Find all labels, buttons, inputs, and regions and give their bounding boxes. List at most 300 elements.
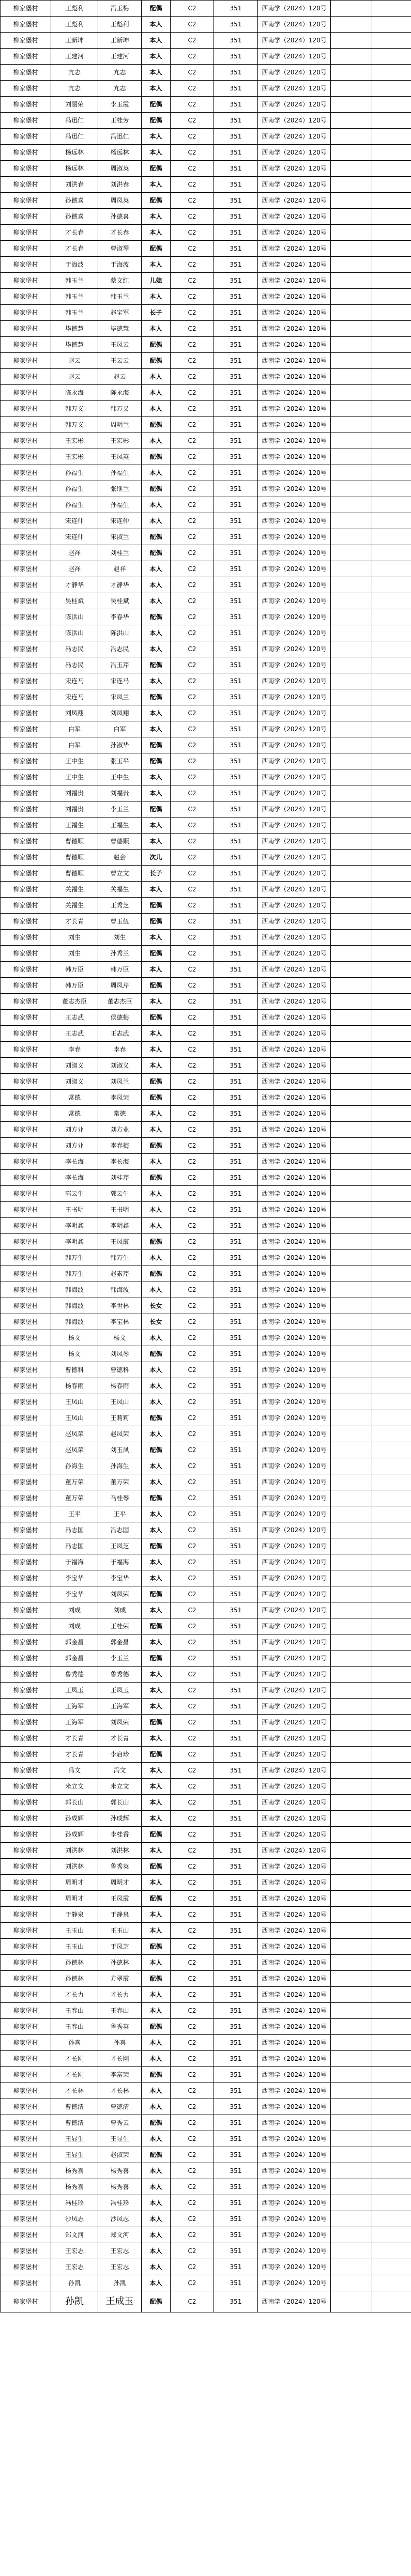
table-cell: 本人 <box>142 769 171 785</box>
table-cell: C2 <box>171 689 214 705</box>
table-cell: 351 <box>214 1090 258 1106</box>
table-cell: 孙福生 <box>98 497 142 513</box>
table-cell: 张继兰 <box>98 481 142 497</box>
table-cell: 柳家堡村 <box>1 1506 51 1522</box>
table-cell: 韩万生 <box>51 1250 98 1266</box>
table-cell: 王成玉 <box>98 2291 142 2312</box>
table-cell: 王中生 <box>51 769 98 785</box>
table-cell: 刘凤荣 <box>98 1586 142 1602</box>
table-cell <box>331 2067 372 2083</box>
table-cell: 本人 <box>142 1811 171 1827</box>
table-cell: 柳家堡村 <box>1 2179 51 2195</box>
table-cell: 曹玉伍 <box>98 914 142 930</box>
table-cell: 351 <box>214 1490 258 1506</box>
table-cell: 本人 <box>142 1378 171 1394</box>
table-cell: 配偶 <box>142 2067 171 2083</box>
table-cell <box>331 1843 372 1859</box>
table-cell: 鲁秀德 <box>98 1667 142 1683</box>
table-row <box>1 930 411 946</box>
table-cell <box>331 433 372 449</box>
table-row <box>1 2179 411 2195</box>
table-cell: 351 <box>214 1987 258 2003</box>
table-cell: 配偶 <box>142 1939 171 1955</box>
table-cell: 351 <box>214 1346 258 1362</box>
table-cell: C2 <box>171 1 214 17</box>
table-cell: 配偶 <box>142 1538 171 1554</box>
table-cell: 本人 <box>142 2163 171 2179</box>
table-cell <box>372 1042 411 1058</box>
table-cell: 沙凤志 <box>51 2211 98 2227</box>
table-row <box>1 113 411 129</box>
table-cell: C2 <box>171 529 214 545</box>
table-row <box>1 850 411 866</box>
table-cell <box>331 321 372 337</box>
table-cell: 本人 <box>142 289 171 305</box>
table-cell <box>331 1282 372 1298</box>
table-cell <box>331 1699 372 1715</box>
table-cell: 柳家堡村 <box>1 273 51 289</box>
table-cell: 西南学（2024）120号 <box>258 2291 331 2312</box>
table-cell: 西南学（2024）120号 <box>258 946 331 962</box>
table-cell: 351 <box>214 257 258 273</box>
table-cell: C2 <box>171 1234 214 1250</box>
table-cell: 柳家堡村 <box>1 609 51 625</box>
table-cell: 刘洪林 <box>51 1859 98 1875</box>
table-cell: C2 <box>171 257 214 273</box>
table-cell <box>372 1651 411 1667</box>
table-cell: 351 <box>214 721 258 737</box>
table-cell: 冯文 <box>98 1763 142 1779</box>
table-cell: C2 <box>171 449 214 465</box>
table-cell: 杨秀喜 <box>51 2179 98 2195</box>
table-row <box>1 673 411 689</box>
table-cell <box>372 2163 411 2179</box>
table-cell: 柳家堡村 <box>1 577 51 593</box>
table-cell: 王志武 <box>98 1026 142 1042</box>
table-cell: 柳家堡村 <box>1 1779 51 1795</box>
table-cell: 本人 <box>142 1795 171 1811</box>
table-cell: 赵祥 <box>51 561 98 577</box>
table-cell <box>331 161 372 177</box>
table-cell: 王春山 <box>98 2003 142 2019</box>
table-cell: 西南学（2024）120号 <box>258 161 331 177</box>
table-cell: 柳家堡村 <box>1 2275 51 2291</box>
table-cell: 本人 <box>142 2259 171 2275</box>
table-cell: 351 <box>214 1042 258 1058</box>
table-cell: 刘玉凤 <box>98 1442 142 1458</box>
table-cell: 柳家堡村 <box>1 161 51 177</box>
table-cell: 柳家堡村 <box>1 1442 51 1458</box>
table-cell <box>372 1442 411 1458</box>
table-cell <box>331 1683 372 1699</box>
table-cell: 李凤荣 <box>98 1090 142 1106</box>
table-cell: 351 <box>214 2227 258 2243</box>
table-cell: 赵祥 <box>98 561 142 577</box>
table-cell: 孙福生 <box>51 481 98 497</box>
table-cell: 柳家堡村 <box>1 882 51 898</box>
table-cell: 才长林 <box>51 2083 98 2099</box>
table-cell <box>372 257 411 273</box>
table-cell: 351 <box>214 1538 258 1554</box>
table-cell: 西南学（2024）120号 <box>258 1058 331 1074</box>
table-cell: C2 <box>171 497 214 513</box>
table-cell: 西南学（2024）120号 <box>258 353 331 369</box>
table-cell: 陈洪山 <box>98 625 142 641</box>
table-row <box>1 625 411 641</box>
table-cell <box>372 1106 411 1122</box>
table-cell: 柳家堡村 <box>1 2051 51 2067</box>
table-cell: 于福海 <box>98 1554 142 1570</box>
table-cell: 西南学（2024）120号 <box>258 657 331 673</box>
table-cell: 西南学（2024）120号 <box>258 241 331 257</box>
table-cell: 西南学（2024）120号 <box>258 1202 331 1218</box>
table-cell <box>372 305 411 321</box>
table-cell <box>331 1378 372 1394</box>
table-row <box>1 1971 411 1987</box>
table-cell: 配偶 <box>142 753 171 769</box>
table-cell: C2 <box>171 1586 214 1602</box>
table-cell: 柳家堡村 <box>1 1106 51 1122</box>
table-row <box>1 1202 411 1218</box>
table-cell: 柳家堡村 <box>1 2115 51 2131</box>
table-row <box>1 2275 411 2291</box>
table-cell: 王志武 <box>51 1010 98 1026</box>
table-row <box>1 1795 411 1811</box>
table-cell: 西南学（2024）120号 <box>258 962 331 978</box>
table-cell: 王海军 <box>98 1699 142 1715</box>
table-cell <box>331 2035 372 2051</box>
table-cell: 柳家堡村 <box>1 449 51 465</box>
table-cell: C2 <box>171 1090 214 1106</box>
table-cell: 351 <box>214 609 258 625</box>
table-cell: 本人 <box>142 369 171 385</box>
table-cell: 宋连马 <box>51 689 98 705</box>
table-cell: 西南学（2024）120号 <box>258 81 331 97</box>
table-cell: 冯桂珍 <box>98 2195 142 2211</box>
table-cell: C2 <box>171 481 214 497</box>
table-cell: 本人 <box>142 321 171 337</box>
table-cell: 西南学（2024）120号 <box>258 801 331 817</box>
table-cell: 西南学（2024）120号 <box>258 1506 331 1522</box>
table-cell: 351 <box>214 1410 258 1426</box>
table-cell: 柳家堡村 <box>1 1971 51 1987</box>
table-cell: C2 <box>171 882 214 898</box>
table-cell: 李春华 <box>98 609 142 625</box>
table-cell: 本人 <box>142 2003 171 2019</box>
table-cell: 柳家堡村 <box>1 1747 51 1763</box>
table-cell: 刘成 <box>51 1618 98 1634</box>
table-cell: 西南学（2024）120号 <box>258 2099 331 2115</box>
table-cell: 李玉霞 <box>98 97 142 113</box>
table-cell: C2 <box>171 1058 214 1074</box>
table-cell: 柳家堡村 <box>1 305 51 321</box>
table-cell: 本人 <box>142 1058 171 1074</box>
table-cell: 配偶 <box>142 1891 171 1907</box>
table-cell <box>372 2195 411 2211</box>
table-cell <box>372 321 411 337</box>
table-cell: 宋淑兰 <box>98 529 142 545</box>
table-cell: 郭金昌 <box>51 1634 98 1651</box>
table-row <box>1 1458 411 1474</box>
table-cell: 冯玉芹 <box>98 657 142 673</box>
table-cell: 351 <box>214 1218 258 1234</box>
table-cell: 郭金昌 <box>98 1634 142 1651</box>
table-cell: C2 <box>171 1026 214 1042</box>
table-row <box>1 753 411 769</box>
table-cell: 才长刚 <box>51 2051 98 2067</box>
table-cell <box>372 801 411 817</box>
table-cell: 柳家堡村 <box>1 1731 51 1747</box>
table-cell: 柳家堡村 <box>1 545 51 561</box>
table-cell <box>372 1074 411 1090</box>
table-cell <box>331 1971 372 1987</box>
table-cell: 351 <box>214 1875 258 1891</box>
table-cell: 长子 <box>142 305 171 321</box>
table-cell: 西南学（2024）120号 <box>258 1570 331 1586</box>
table-cell <box>331 49 372 65</box>
table-cell: 351 <box>214 2115 258 2131</box>
table-cell <box>331 2115 372 2131</box>
table-cell: 曹德清 <box>51 2115 98 2131</box>
table-cell: 柳家堡村 <box>1 1362 51 1378</box>
table-cell <box>372 2051 411 2067</box>
table-cell: 配偶 <box>142 241 171 257</box>
table-cell <box>372 1186 411 1202</box>
table-row <box>1 81 411 97</box>
table-cell: C2 <box>171 1699 214 1715</box>
table-cell <box>331 1811 372 1827</box>
table-row <box>1 1939 411 1955</box>
table-cell <box>372 898 411 914</box>
table-cell <box>372 273 411 289</box>
table-cell: 351 <box>214 177 258 193</box>
table-cell: 刘福贵 <box>98 785 142 801</box>
table-cell: C2 <box>171 369 214 385</box>
table-cell: 西南学（2024）120号 <box>258 1634 331 1651</box>
table-cell: 柳家堡村 <box>1 1186 51 1202</box>
table-cell: 351 <box>214 962 258 978</box>
table-cell: 351 <box>214 49 258 65</box>
table-cell: 毕德慧 <box>98 321 142 337</box>
table-cell: 西南学（2024）120号 <box>258 177 331 193</box>
table-cell: 刘凤翔 <box>98 705 142 721</box>
table-cell: 柳家堡村 <box>1 1667 51 1683</box>
table-cell: C2 <box>171 2211 214 2227</box>
table-cell: C2 <box>171 978 214 994</box>
table-cell: 本人 <box>142 1106 171 1122</box>
table-cell: 351 <box>214 914 258 930</box>
table-cell: 柳家堡村 <box>1 337 51 353</box>
table-cell: 351 <box>214 930 258 946</box>
table-cell: C2 <box>171 1410 214 1426</box>
table-cell: 柳家堡村 <box>1 1250 51 1266</box>
table-cell: 西南学（2024）120号 <box>258 65 331 81</box>
table-cell <box>372 209 411 225</box>
table-cell: C2 <box>171 1538 214 1554</box>
table-cell <box>331 1058 372 1074</box>
table-cell: C2 <box>171 1859 214 1875</box>
table-cell: 351 <box>214 882 258 898</box>
table-cell: 冯迅仁 <box>98 129 142 145</box>
table-cell <box>331 1923 372 1939</box>
table-row <box>1 129 411 145</box>
table-cell: 351 <box>214 1634 258 1651</box>
table-cell: 王秀芝 <box>98 898 142 914</box>
table-cell: 351 <box>214 1651 258 1667</box>
table-cell: 351 <box>214 1506 258 1522</box>
table-cell: 李长海 <box>98 1154 142 1170</box>
table-cell: 柳家堡村 <box>1 625 51 641</box>
table-cell <box>372 1266 411 1282</box>
table-row <box>1 481 411 497</box>
table-cell: 本人 <box>142 513 171 529</box>
table-cell <box>331 353 372 369</box>
table-cell: C2 <box>171 946 214 962</box>
table-cell: 351 <box>214 145 258 161</box>
table-cell: 柳家堡村 <box>1 1346 51 1362</box>
table-row <box>1 305 411 321</box>
table-cell <box>331 145 372 161</box>
table-cell: 配偶 <box>142 1859 171 1875</box>
table-cell: C2 <box>171 433 214 449</box>
table-cell <box>372 1554 411 1570</box>
table-cell: 351 <box>214 289 258 305</box>
table-cell: C2 <box>171 65 214 81</box>
table-cell: 西南学（2024）120号 <box>258 753 331 769</box>
table-cell <box>331 1202 372 1218</box>
table-cell: 西南学（2024）120号 <box>258 1154 331 1170</box>
table-row <box>1 1538 411 1554</box>
table-cell: 本人 <box>142 2083 171 2099</box>
table-cell: 351 <box>214 1859 258 1875</box>
table-cell: C2 <box>171 1218 214 1234</box>
table-cell: 西南学（2024）120号 <box>258 1458 331 1474</box>
table-cell: 本人 <box>142 785 171 801</box>
table-cell: 王中生 <box>51 753 98 769</box>
table-cell: 西南学（2024）120号 <box>258 850 331 866</box>
table-row <box>1 1426 411 1442</box>
table-cell: 王平 <box>51 1506 98 1522</box>
table-cell <box>372 834 411 850</box>
table-row <box>1 1026 411 1042</box>
table-cell: 柳家堡村 <box>1 1651 51 1667</box>
table-cell: 才静华 <box>51 577 98 593</box>
table-cell: 柳家堡村 <box>1 657 51 673</box>
table-cell: 柳家堡村 <box>1 33 51 49</box>
table-cell <box>331 513 372 529</box>
table-cell: 351 <box>214 1138 258 1154</box>
table-cell: 李春 <box>98 1042 142 1058</box>
table-cell: 柳家堡村 <box>1 2083 51 2099</box>
table-cell: 西南学（2024）120号 <box>258 2227 331 2243</box>
table-cell <box>331 1602 372 1618</box>
table-cell: 曹德清 <box>98 2099 142 2115</box>
table-row <box>1 1346 411 1362</box>
table-cell: 王凤霞 <box>98 1234 142 1250</box>
table-cell: 董万荣 <box>98 1474 142 1490</box>
table-cell: 李玉兰 <box>98 801 142 817</box>
table-cell: 赵素芹 <box>98 1266 142 1282</box>
table-cell: 351 <box>214 1667 258 1683</box>
table-cell <box>372 353 411 369</box>
table-cell: C2 <box>171 914 214 930</box>
table-cell: 本人 <box>142 465 171 481</box>
table-cell: C2 <box>171 1779 214 1795</box>
table-row <box>1 2131 411 2147</box>
table-cell: 长女 <box>142 1298 171 1314</box>
table-cell: 王桂荣 <box>98 1618 142 1634</box>
table-cell: 孙凯 <box>51 2291 98 2312</box>
table-row <box>1 1106 411 1122</box>
table-cell <box>372 513 411 529</box>
table-cell <box>331 1106 372 1122</box>
table-cell: 孙凯 <box>98 2275 142 2291</box>
table-cell: 宋连马 <box>51 673 98 689</box>
table-cell: 柳家堡村 <box>1 1058 51 1074</box>
table-cell: 西南学（2024）120号 <box>258 1330 331 1346</box>
table-cell: 西南学（2024）120号 <box>258 2067 331 2083</box>
table-cell: 351 <box>214 33 258 49</box>
table-cell <box>372 1667 411 1683</box>
table-cell <box>331 1490 372 1506</box>
table-cell: C2 <box>171 1522 214 1538</box>
table-cell: 王宏志 <box>51 2259 98 2275</box>
table-cell: 长子 <box>142 866 171 882</box>
table-cell: 董志杰臣 <box>98 994 142 1010</box>
table-cell: 王建河 <box>98 49 142 65</box>
table-cell: 本人 <box>142 1202 171 1218</box>
table-cell: 孙成辉 <box>98 1811 142 1827</box>
table-cell: 本人 <box>142 577 171 593</box>
table-cell: 351 <box>214 2195 258 2211</box>
table-cell: 宋连仲 <box>51 529 98 545</box>
table-cell: 西南学（2024）120号 <box>258 193 331 209</box>
table-cell: 351 <box>214 1186 258 1202</box>
table-cell: 西南学（2024）120号 <box>258 321 331 337</box>
table-cell: C2 <box>171 1827 214 1843</box>
table-row <box>1 785 411 801</box>
table-cell: 351 <box>214 689 258 705</box>
table-cell: 柳家堡村 <box>1 978 51 994</box>
table-cell: 冯志民 <box>51 641 98 657</box>
table-cell: C2 <box>171 209 214 225</box>
table-cell: 351 <box>214 1971 258 1987</box>
table-cell <box>372 545 411 561</box>
table-cell: 西南学（2024）120号 <box>258 1 331 17</box>
table-cell: C2 <box>171 561 214 577</box>
table-cell: 351 <box>214 1522 258 1538</box>
table-cell: 西南学（2024）120号 <box>258 737 331 753</box>
table-row <box>1 1554 411 1570</box>
table-cell: 王春山 <box>51 2003 98 2019</box>
table-cell <box>372 145 411 161</box>
table-row <box>1 946 411 962</box>
table-cell <box>331 1634 372 1651</box>
table-cell: 柳家堡村 <box>1 65 51 81</box>
table-cell: 351 <box>214 321 258 337</box>
table-cell: 351 <box>214 2259 258 2275</box>
table-cell: 西南学（2024）120号 <box>258 1250 331 1266</box>
table-cell: 351 <box>214 225 258 241</box>
table-cell <box>331 17 372 33</box>
table-cell: 王春山 <box>51 2019 98 2035</box>
table-cell <box>331 1554 372 1570</box>
table-cell <box>372 657 411 673</box>
table-cell <box>372 2275 411 2291</box>
table-cell: 西南学（2024）120号 <box>258 1090 331 1106</box>
table-cell: 351 <box>214 2291 258 2312</box>
table-cell <box>372 2035 411 2051</box>
